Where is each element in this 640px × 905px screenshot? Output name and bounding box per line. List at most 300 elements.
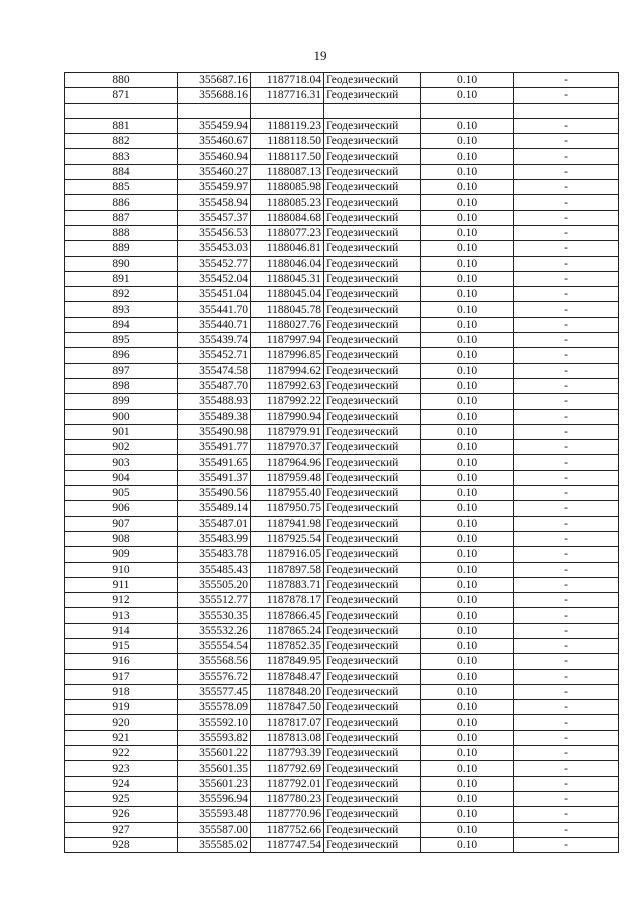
description-cell: -	[514, 562, 619, 577]
accuracy-cell: 0.10	[421, 822, 514, 837]
accuracy-cell: 0.10	[421, 486, 514, 501]
accuracy-cell: 0.10	[421, 180, 514, 195]
table-row	[65, 180, 619, 195]
coordinates-table-body	[65, 73, 619, 853]
description-cell: -	[514, 333, 619, 348]
description-cell: -	[514, 225, 619, 240]
method-cell: Геодезический	[324, 638, 421, 653]
table-row	[65, 210, 619, 225]
y-coordinate-cell: 1187848.20	[251, 684, 324, 699]
x-coordinate-cell: 355488.93	[178, 394, 251, 409]
point-number-cell: 886	[65, 195, 178, 210]
point-number-cell: 898	[65, 378, 178, 393]
table-row	[65, 562, 619, 577]
y-coordinate-cell: 1187716.31	[251, 88, 324, 103]
description-cell: -	[514, 638, 619, 653]
accuracy-cell: 0.10	[421, 333, 514, 348]
y-coordinate-cell: 1187992.22	[251, 394, 324, 409]
x-coordinate-cell: 355592.10	[178, 715, 251, 730]
method-cell: Геодезический	[324, 470, 421, 485]
x-coordinate-cell: 355532.26	[178, 623, 251, 638]
table-row	[65, 241, 619, 256]
description-cell: -	[514, 241, 619, 256]
x-coordinate-cell: 355688.16	[178, 88, 251, 103]
x-coordinate-cell: 355505.20	[178, 577, 251, 592]
method-cell: Геодезический	[324, 440, 421, 455]
method-cell: Геодезический	[324, 761, 421, 776]
y-coordinate-cell: 1187979.91	[251, 424, 324, 439]
point-number-cell: 903	[65, 455, 178, 470]
accuracy-cell: 0.10	[421, 302, 514, 317]
accuracy-cell: 0.10	[421, 746, 514, 761]
x-coordinate-cell: 355474.58	[178, 363, 251, 378]
point-number-cell: 905	[65, 486, 178, 501]
accuracy-cell: 0.10	[421, 348, 514, 363]
accuracy-cell: 0.10	[421, 149, 514, 164]
accuracy-cell: 0.10	[421, 638, 514, 653]
x-coordinate-cell: 355451.04	[178, 287, 251, 302]
x-coordinate-cell: 355593.48	[178, 807, 251, 822]
y-coordinate-cell: 1188027.76	[251, 317, 324, 332]
description-cell: -	[514, 409, 619, 424]
description-cell: -	[514, 516, 619, 531]
y-coordinate-cell: 1187792.69	[251, 761, 324, 776]
description-cell: -	[514, 837, 619, 852]
x-coordinate-cell: 355596.94	[178, 791, 251, 806]
accuracy-cell: 0.10	[421, 776, 514, 791]
y-coordinate-cell: 1187941.98	[251, 516, 324, 531]
point-number-cell: 904	[65, 470, 178, 485]
description-cell: -	[514, 807, 619, 822]
description-cell: -	[514, 623, 619, 638]
method-cell: Геодезический	[324, 241, 421, 256]
accuracy-cell: 0.10	[421, 73, 514, 88]
accuracy-cell: 0.10	[421, 271, 514, 286]
accuracy-cell: 0.10	[421, 256, 514, 271]
method-cell: Геодезический	[324, 807, 421, 822]
y-coordinate-cell: 1187897.58	[251, 562, 324, 577]
point-number-cell: 887	[65, 210, 178, 225]
y-coordinate-cell: 1188119.23	[251, 118, 324, 133]
y-coordinate-cell: 1187878.17	[251, 593, 324, 608]
accuracy-cell: 0.10	[421, 715, 514, 730]
y-coordinate-cell: 1187950.75	[251, 501, 324, 516]
description-cell: -	[514, 348, 619, 363]
table-row	[65, 486, 619, 501]
table-row	[65, 424, 619, 439]
table-row	[65, 700, 619, 715]
method-cell: Геодезический	[324, 134, 421, 149]
accuracy-cell: 0.10	[421, 424, 514, 439]
table-row	[65, 577, 619, 592]
accuracy-cell: 0.10	[421, 88, 514, 103]
description-cell: -	[514, 470, 619, 485]
method-cell: Геодезический	[324, 700, 421, 715]
description-cell: -	[514, 164, 619, 179]
table-row	[65, 287, 619, 302]
accuracy-cell: 0.10	[421, 409, 514, 424]
method-cell: Геодезический	[324, 837, 421, 852]
x-coordinate-cell: 355554.54	[178, 638, 251, 653]
y-coordinate-cell: 1188084.68	[251, 210, 324, 225]
x-coordinate-cell: 355512.77	[178, 593, 251, 608]
table-row	[65, 791, 619, 806]
y-coordinate-cell: 1187964.96	[251, 455, 324, 470]
x-coordinate-cell: 355441.70	[178, 302, 251, 317]
x-coordinate-cell: 355460.94	[178, 149, 251, 164]
x-coordinate-cell: 355587.00	[178, 822, 251, 837]
x-coordinate-cell: 355440.71	[178, 317, 251, 332]
method-cell: Геодезический	[324, 225, 421, 240]
method-cell: Геодезический	[324, 791, 421, 806]
point-number-cell: 915	[65, 638, 178, 653]
y-coordinate-cell: 1187718.04	[251, 73, 324, 88]
y-coordinate-cell: 1188046.04	[251, 256, 324, 271]
x-coordinate-cell: 355491.77	[178, 440, 251, 455]
point-number-cell: 912	[65, 593, 178, 608]
description-cell: -	[514, 455, 619, 470]
accuracy-cell: 0.10	[421, 807, 514, 822]
method-cell: Геодезический	[324, 363, 421, 378]
accuracy-cell: 0.10	[421, 210, 514, 225]
description-cell: -	[514, 363, 619, 378]
table-row	[65, 317, 619, 332]
table-row	[65, 715, 619, 730]
y-coordinate-cell: 1187793.39	[251, 746, 324, 761]
y-coordinate-cell: 1188085.23	[251, 195, 324, 210]
description-cell: -	[514, 271, 619, 286]
method-cell: Геодезический	[324, 256, 421, 271]
x-coordinate-cell: 355490.56	[178, 486, 251, 501]
method-cell: Геодезический	[324, 455, 421, 470]
point-number-cell: 918	[65, 684, 178, 699]
point-number-cell: 892	[65, 287, 178, 302]
method-cell: Геодезический	[324, 149, 421, 164]
x-coordinate-cell: 355457.37	[178, 210, 251, 225]
accuracy-cell: 0.10	[421, 623, 514, 638]
accuracy-cell: 0.10	[421, 654, 514, 669]
description-cell: -	[514, 118, 619, 133]
method-cell: Геодезический	[324, 669, 421, 684]
description-cell: -	[514, 715, 619, 730]
method-cell: Геодезический	[324, 378, 421, 393]
y-coordinate-cell: 1188085.98	[251, 180, 324, 195]
point-number-cell: 895	[65, 333, 178, 348]
point-number-cell: 907	[65, 516, 178, 531]
method-cell: Геодезический	[324, 654, 421, 669]
x-coordinate-cell: 355687.16	[178, 73, 251, 88]
description-cell: -	[514, 486, 619, 501]
method-cell: Геодезический	[324, 180, 421, 195]
point-number-cell: 921	[65, 730, 178, 745]
description-cell: -	[514, 378, 619, 393]
point-number-cell: 924	[65, 776, 178, 791]
table-row	[65, 684, 619, 699]
description-cell: -	[514, 195, 619, 210]
accuracy-cell: 0.10	[421, 363, 514, 378]
x-coordinate-cell: 355452.04	[178, 271, 251, 286]
table-row	[65, 455, 619, 470]
accuracy-cell: 0.10	[421, 470, 514, 485]
method-cell: Геодезический	[324, 164, 421, 179]
accuracy-cell: 0.10	[421, 562, 514, 577]
description-cell: -	[514, 180, 619, 195]
method-cell: Геодезический	[324, 776, 421, 791]
y-coordinate-cell: 1187990.94	[251, 409, 324, 424]
accuracy-cell: 0.10	[421, 225, 514, 240]
y-coordinate-cell: 1187849.95	[251, 654, 324, 669]
method-cell: Геодезический	[324, 822, 421, 837]
point-number-cell: 908	[65, 531, 178, 546]
table-row	[65, 256, 619, 271]
table-row	[65, 134, 619, 149]
x-coordinate-cell: 355459.94	[178, 118, 251, 133]
point-number-cell: 885	[65, 180, 178, 195]
description-cell: -	[514, 746, 619, 761]
description-cell: -	[514, 531, 619, 546]
accuracy-cell: 0.10	[421, 837, 514, 852]
accuracy-cell: 0.10	[421, 593, 514, 608]
coordinates-table	[64, 72, 619, 853]
y-coordinate-cell: 1187817.07	[251, 715, 324, 730]
y-coordinate-cell: 1187792.01	[251, 776, 324, 791]
point-number-cell: 882	[65, 134, 178, 149]
x-coordinate-cell: 355489.14	[178, 501, 251, 516]
y-coordinate-cell: 1187813.08	[251, 730, 324, 745]
method-cell: Геодезический	[324, 333, 421, 348]
accuracy-cell: 0.10	[421, 241, 514, 256]
x-coordinate-cell: 355487.01	[178, 516, 251, 531]
description-cell	[514, 103, 619, 118]
y-coordinate-cell: 1187883.71	[251, 577, 324, 592]
table-row	[65, 302, 619, 317]
x-coordinate-cell: 355458.94	[178, 195, 251, 210]
point-number-cell: 911	[65, 577, 178, 592]
point-number-cell: 900	[65, 409, 178, 424]
point-number-cell: 906	[65, 501, 178, 516]
point-number-cell: 894	[65, 317, 178, 332]
y-coordinate-cell: 1187955.40	[251, 486, 324, 501]
point-number-cell: 902	[65, 440, 178, 455]
description-cell: -	[514, 256, 619, 271]
x-coordinate-cell: 355460.67	[178, 134, 251, 149]
point-number-cell: 916	[65, 654, 178, 669]
accuracy-cell: 0.10	[421, 608, 514, 623]
x-coordinate-cell: 355439.74	[178, 333, 251, 348]
description-cell: -	[514, 730, 619, 745]
table-spacer-row	[65, 103, 619, 118]
method-cell: Геодезический	[324, 547, 421, 562]
x-coordinate-cell: 355585.02	[178, 837, 251, 852]
accuracy-cell	[421, 103, 514, 118]
table-row	[65, 776, 619, 791]
method-cell: Геодезический	[324, 88, 421, 103]
accuracy-cell: 0.10	[421, 531, 514, 546]
x-coordinate-cell: 355489.38	[178, 409, 251, 424]
point-number-cell: 922	[65, 746, 178, 761]
accuracy-cell: 0.10	[421, 394, 514, 409]
point-number-cell: 871	[65, 88, 178, 103]
method-cell: Геодезический	[324, 730, 421, 745]
point-number-cell: 901	[65, 424, 178, 439]
method-cell: Геодезический	[324, 317, 421, 332]
accuracy-cell: 0.10	[421, 317, 514, 332]
accuracy-cell: 0.10	[421, 118, 514, 133]
x-coordinate-cell: 355576.72	[178, 669, 251, 684]
description-cell: -	[514, 700, 619, 715]
y-coordinate-cell: 1187780.23	[251, 791, 324, 806]
method-cell: Геодезический	[324, 118, 421, 133]
method-cell: Геодезический	[324, 531, 421, 546]
accuracy-cell: 0.10	[421, 730, 514, 745]
table-row	[65, 623, 619, 638]
description-cell: -	[514, 654, 619, 669]
y-coordinate-cell: 1187994.62	[251, 363, 324, 378]
accuracy-cell: 0.10	[421, 669, 514, 684]
description-cell: -	[514, 577, 619, 592]
point-number-cell: 927	[65, 822, 178, 837]
accuracy-cell: 0.10	[421, 577, 514, 592]
y-coordinate-cell: 1188118.50	[251, 134, 324, 149]
description-cell: -	[514, 684, 619, 699]
accuracy-cell: 0.10	[421, 547, 514, 562]
description-cell: -	[514, 501, 619, 516]
description-cell: -	[514, 440, 619, 455]
point-number-cell: 890	[65, 256, 178, 271]
method-cell: Геодезический	[324, 501, 421, 516]
point-number-cell: 880	[65, 73, 178, 88]
method-cell: Геодезический	[324, 409, 421, 424]
y-coordinate-cell	[251, 103, 324, 118]
point-number-cell: 893	[65, 302, 178, 317]
method-cell: Геодезический	[324, 486, 421, 501]
method-cell	[324, 103, 421, 118]
accuracy-cell: 0.10	[421, 440, 514, 455]
point-number-cell: 889	[65, 241, 178, 256]
x-coordinate-cell: 355491.65	[178, 455, 251, 470]
x-coordinate-cell: 355460.27	[178, 164, 251, 179]
table-row	[65, 195, 619, 210]
table-row	[65, 516, 619, 531]
x-coordinate-cell: 355593.82	[178, 730, 251, 745]
table-row	[65, 531, 619, 546]
x-coordinate-cell: 355601.22	[178, 746, 251, 761]
method-cell: Геодезический	[324, 715, 421, 730]
y-coordinate-cell: 1187770.96	[251, 807, 324, 822]
point-number-cell: 920	[65, 715, 178, 730]
table-row	[65, 394, 619, 409]
table-row	[65, 271, 619, 286]
point-number-cell: 909	[65, 547, 178, 562]
table-row	[65, 333, 619, 348]
method-cell: Геодезический	[324, 684, 421, 699]
table-row	[65, 547, 619, 562]
table-row	[65, 440, 619, 455]
point-number-cell: 899	[65, 394, 178, 409]
accuracy-cell: 0.10	[421, 516, 514, 531]
y-coordinate-cell: 1187848.47	[251, 669, 324, 684]
x-coordinate-cell: 355452.77	[178, 256, 251, 271]
description-cell: -	[514, 761, 619, 776]
point-number-cell: 926	[65, 807, 178, 822]
y-coordinate-cell: 1187847.50	[251, 700, 324, 715]
y-coordinate-cell: 1187752.66	[251, 822, 324, 837]
y-coordinate-cell: 1187916.05	[251, 547, 324, 562]
x-coordinate-cell: 355490.98	[178, 424, 251, 439]
x-coordinate-cell: 355485.43	[178, 562, 251, 577]
y-coordinate-cell: 1188045.78	[251, 302, 324, 317]
method-cell: Геодезический	[324, 516, 421, 531]
description-cell: -	[514, 791, 619, 806]
table-row	[65, 409, 619, 424]
table-row	[65, 378, 619, 393]
table-row	[65, 593, 619, 608]
table-row	[65, 88, 619, 103]
method-cell: Геодезический	[324, 302, 421, 317]
table-row	[65, 608, 619, 623]
table-row	[65, 470, 619, 485]
description-cell: -	[514, 287, 619, 302]
description-cell: -	[514, 302, 619, 317]
method-cell: Геодезический	[324, 562, 421, 577]
y-coordinate-cell: 1188045.04	[251, 287, 324, 302]
table-row	[65, 348, 619, 363]
x-coordinate-cell: 355459.97	[178, 180, 251, 195]
point-number-cell: 925	[65, 791, 178, 806]
accuracy-cell: 0.10	[421, 761, 514, 776]
x-coordinate-cell: 355601.35	[178, 761, 251, 776]
x-coordinate-cell: 355483.78	[178, 547, 251, 562]
method-cell: Геодезический	[324, 348, 421, 363]
method-cell: Геодезический	[324, 195, 421, 210]
description-cell: -	[514, 776, 619, 791]
description-cell: -	[514, 822, 619, 837]
y-coordinate-cell: 1188077.23	[251, 225, 324, 240]
accuracy-cell: 0.10	[421, 378, 514, 393]
method-cell: Геодезический	[324, 287, 421, 302]
description-cell: -	[514, 394, 619, 409]
table-row	[65, 837, 619, 852]
method-cell: Геодезический	[324, 271, 421, 286]
x-coordinate-cell: 355491.37	[178, 470, 251, 485]
y-coordinate-cell: 1187865.24	[251, 623, 324, 638]
y-coordinate-cell: 1188087.13	[251, 164, 324, 179]
accuracy-cell: 0.10	[421, 164, 514, 179]
description-cell: -	[514, 593, 619, 608]
description-cell: -	[514, 608, 619, 623]
method-cell: Геодезический	[324, 73, 421, 88]
point-number-cell: 919	[65, 700, 178, 715]
y-coordinate-cell: 1187866.45	[251, 608, 324, 623]
y-coordinate-cell: 1188045.31	[251, 271, 324, 286]
y-coordinate-cell: 1188117.50	[251, 149, 324, 164]
method-cell: Геодезический	[324, 210, 421, 225]
y-coordinate-cell: 1188046.81	[251, 241, 324, 256]
method-cell: Геодезический	[324, 577, 421, 592]
point-number-cell	[65, 103, 178, 118]
x-coordinate-cell: 355456.53	[178, 225, 251, 240]
description-cell: -	[514, 424, 619, 439]
point-number-cell: 884	[65, 164, 178, 179]
y-coordinate-cell: 1187959.48	[251, 470, 324, 485]
method-cell: Геодезический	[324, 608, 421, 623]
description-cell: -	[514, 88, 619, 103]
y-coordinate-cell: 1187997.94	[251, 333, 324, 348]
description-cell: -	[514, 669, 619, 684]
table-row	[65, 746, 619, 761]
x-coordinate-cell	[178, 103, 251, 118]
table-row	[65, 822, 619, 837]
